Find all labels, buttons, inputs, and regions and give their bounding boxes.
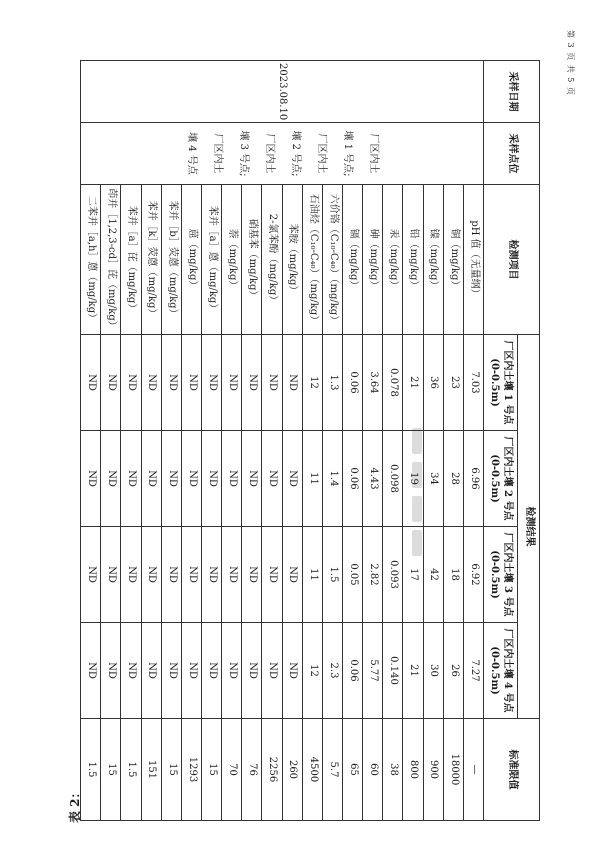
result-p2: ND — [141, 431, 161, 527]
sampling-sites — [81, 123, 484, 185]
result-p2: 28 — [443, 431, 463, 527]
result-p1: 36 — [423, 335, 443, 431]
result-p3: 11 — [302, 527, 322, 623]
page-number: 第 3 页 共 5 页 — [566, 30, 575, 96]
header-point-3: 厂区内土壤 3 号点(0-0.5m) — [484, 527, 518, 623]
sampling-date: 2023.08.10 — [81, 61, 484, 123]
result-p2: 11 — [302, 431, 322, 527]
result-p4: 7.27 — [463, 623, 483, 719]
rotated-table-container — [80, 60, 540, 820]
result-p4: ND — [181, 623, 201, 719]
result-p4: 0.140 — [383, 623, 403, 719]
standard-limit: 260 — [282, 719, 302, 821]
result-p3: ND — [101, 527, 121, 623]
test-item: 六价铬（C₁₀-C₄₀）（mg/kg） — [322, 185, 342, 335]
test-item: 䓛（mg/kg） — [181, 185, 201, 335]
result-p1: ND — [202, 335, 222, 431]
test-item: 苯并［a］芘（mg/kg） — [121, 185, 141, 335]
standard-limit: 60 — [363, 719, 383, 821]
result-p3: 0.05 — [343, 527, 363, 623]
result-p3: ND — [282, 527, 302, 623]
site-line: 壤 4 号点 — [186, 132, 197, 175]
result-p4: ND — [222, 623, 242, 719]
result-p1: ND — [161, 335, 181, 431]
result-p4: 21 — [403, 623, 423, 719]
result-p4: ND — [262, 623, 282, 719]
test-item: 萘（mg/kg） — [222, 185, 242, 335]
result-p1: 1.3 — [322, 335, 342, 431]
result-p2: ND — [242, 431, 262, 527]
test-item: 砷（mg/kg） — [363, 185, 383, 335]
result-p4: 12 — [302, 623, 322, 719]
test-item: 铅（mg/kg） — [403, 185, 423, 335]
site-line: 厂区内土 — [212, 133, 223, 174]
result-p4: ND — [101, 623, 121, 719]
result-p1: 0.078 — [383, 335, 403, 431]
result-p3: ND — [242, 527, 262, 623]
result-p4: ND — [242, 623, 262, 719]
result-p1: ND — [262, 335, 282, 431]
standard-limit: 800 — [403, 719, 423, 821]
standard-limit: 38 — [383, 719, 403, 821]
result-p2: 19 — [403, 431, 423, 527]
result-p1: 23 — [443, 335, 463, 431]
table-row — [463, 61, 483, 821]
result-p2: ND — [161, 431, 181, 527]
standard-limit: 1293 — [181, 719, 201, 821]
result-p3: ND — [181, 527, 201, 623]
test-item: 汞（mg/kg） — [383, 185, 403, 335]
result-p1: ND — [282, 335, 302, 431]
site-line: 壤 1 号点; — [342, 130, 353, 177]
result-p3: 1.5 — [322, 527, 342, 623]
result-p1: ND — [181, 335, 201, 431]
test-item: 二苯并［a,h］蒽（mg/kg） — [81, 185, 101, 335]
result-p1: 12 — [302, 335, 322, 431]
result-p3: 18 — [443, 527, 463, 623]
result-p3: 2.82 — [363, 527, 383, 623]
standard-limit: 15 — [202, 719, 222, 821]
result-p3: ND — [262, 527, 282, 623]
result-p3: ND — [161, 527, 181, 623]
result-p4: 0.06 — [343, 623, 363, 719]
result-p4: 2.3 — [322, 623, 342, 719]
result-p2: ND — [101, 431, 121, 527]
result-p3: ND — [121, 527, 141, 623]
standard-limit: 1.5 — [81, 719, 101, 821]
result-p4: 5.77 — [363, 623, 383, 719]
site-line: 壤 3 号点; — [238, 130, 249, 177]
test-item: 苯并［b］荧蒽（mg/kg） — [161, 185, 181, 335]
test-item: 镉（mg/kg） — [343, 185, 363, 335]
result-p4: 26 — [443, 623, 463, 719]
result-p3: ND — [141, 527, 161, 623]
standard-limit: 18000 — [443, 719, 463, 821]
result-p1: ND — [101, 335, 121, 431]
result-p3: 6.92 — [463, 527, 483, 623]
result-p3: ND — [81, 527, 101, 623]
test-item: 镍（mg/kg） — [423, 185, 443, 335]
standard-limit: 1.5 — [121, 719, 141, 821]
result-p4: ND — [141, 623, 161, 719]
header-site: 采样点位 — [484, 123, 540, 185]
result-p2: ND — [181, 431, 201, 527]
result-p2: ND — [262, 431, 282, 527]
site-line: 壤 2 号点; — [290, 130, 301, 177]
result-p3: 42 — [423, 527, 443, 623]
header-point-4: 厂区内土壤 4 号点(0-0.5m) — [484, 623, 518, 719]
standard-limit: 65 — [343, 719, 363, 821]
header-item: 检测项目 — [484, 185, 540, 335]
result-p1: ND — [121, 335, 141, 431]
test-item: 苯胺（mg/kg） — [282, 185, 302, 335]
standard-limit: — — [463, 719, 483, 821]
result-p2: 1.4 — [322, 431, 342, 527]
result-p3: 0.093 — [383, 527, 403, 623]
result-p2: 0.06 — [343, 431, 363, 527]
results-table — [80, 60, 540, 821]
site-line: 厂区内土 — [316, 133, 327, 174]
result-p2: ND — [202, 431, 222, 527]
standard-limit: 5.7 — [322, 719, 342, 821]
result-p3: ND — [202, 527, 222, 623]
result-p2: 0.098 — [383, 431, 403, 527]
standard-limit: 2256 — [262, 719, 282, 821]
standard-limit: 4500 — [302, 719, 322, 821]
test-item: 铜（mg/kg） — [443, 185, 463, 335]
result-p1: ND — [81, 335, 101, 431]
result-p1: ND — [141, 335, 161, 431]
result-p4: 30 — [423, 623, 443, 719]
header-point-2: 厂区内土壤 2 号点(0-0.5m) — [484, 431, 518, 527]
table-label: 表 2： — [68, 786, 82, 823]
test-item: 苯并［k］荧蒽（mg/kg） — [141, 185, 161, 335]
result-p1: 3.64 — [363, 335, 383, 431]
header-point-1: 厂区内土壤 1 号点(0-0.5m) — [484, 335, 518, 431]
result-p2: ND — [121, 431, 141, 527]
result-p4: ND — [161, 623, 181, 719]
test-item: 茚并［1,2,3-cd］芘（mg/kg） — [101, 185, 121, 335]
standard-limit: 15 — [101, 719, 121, 821]
result-p3: ND — [222, 527, 242, 623]
standard-limit: 151 — [141, 719, 161, 821]
result-p1: 0.06 — [343, 335, 363, 431]
result-p2: 34 — [423, 431, 443, 527]
standard-limit: 76 — [242, 719, 262, 821]
header-date: 采样日期 — [484, 61, 540, 123]
result-p4: ND — [282, 623, 302, 719]
standard-limit: 900 — [423, 719, 443, 821]
test-item: pH 值（无量纲） — [463, 185, 483, 335]
site-line: 厂区内土 — [368, 133, 379, 174]
result-p1: 21 — [403, 335, 423, 431]
table-body — [81, 61, 484, 821]
result-p1: ND — [242, 335, 262, 431]
result-p2: 4.43 — [363, 431, 383, 527]
test-item: 石油烃（C₁₀-C₄₀）（mg/kg） — [302, 185, 322, 335]
result-p4: ND — [202, 623, 222, 719]
result-p1: ND — [222, 335, 242, 431]
result-p2: ND — [81, 431, 101, 527]
test-item: 硝基苯（mg/kg） — [242, 185, 262, 335]
test-item: 2-氯苯酚（mg/kg） — [262, 185, 282, 335]
result-p2: ND — [282, 431, 302, 527]
result-p4: ND — [81, 623, 101, 719]
result-p4: ND — [121, 623, 141, 719]
result-p1: 7.03 — [463, 335, 483, 431]
standard-limit: 15 — [161, 719, 181, 821]
site-line: 厂区内土 — [264, 133, 275, 174]
standard-limit: 70 — [222, 719, 242, 821]
header-results: 检测结果 — [518, 335, 540, 719]
test-item: 苯并［a］蒽（mg/kg） — [202, 185, 222, 335]
result-p2: ND — [222, 431, 242, 527]
result-p3: 17 — [403, 527, 423, 623]
result-p2: 6.96 — [463, 431, 483, 527]
header-limit: 标准限值 — [484, 719, 540, 821]
